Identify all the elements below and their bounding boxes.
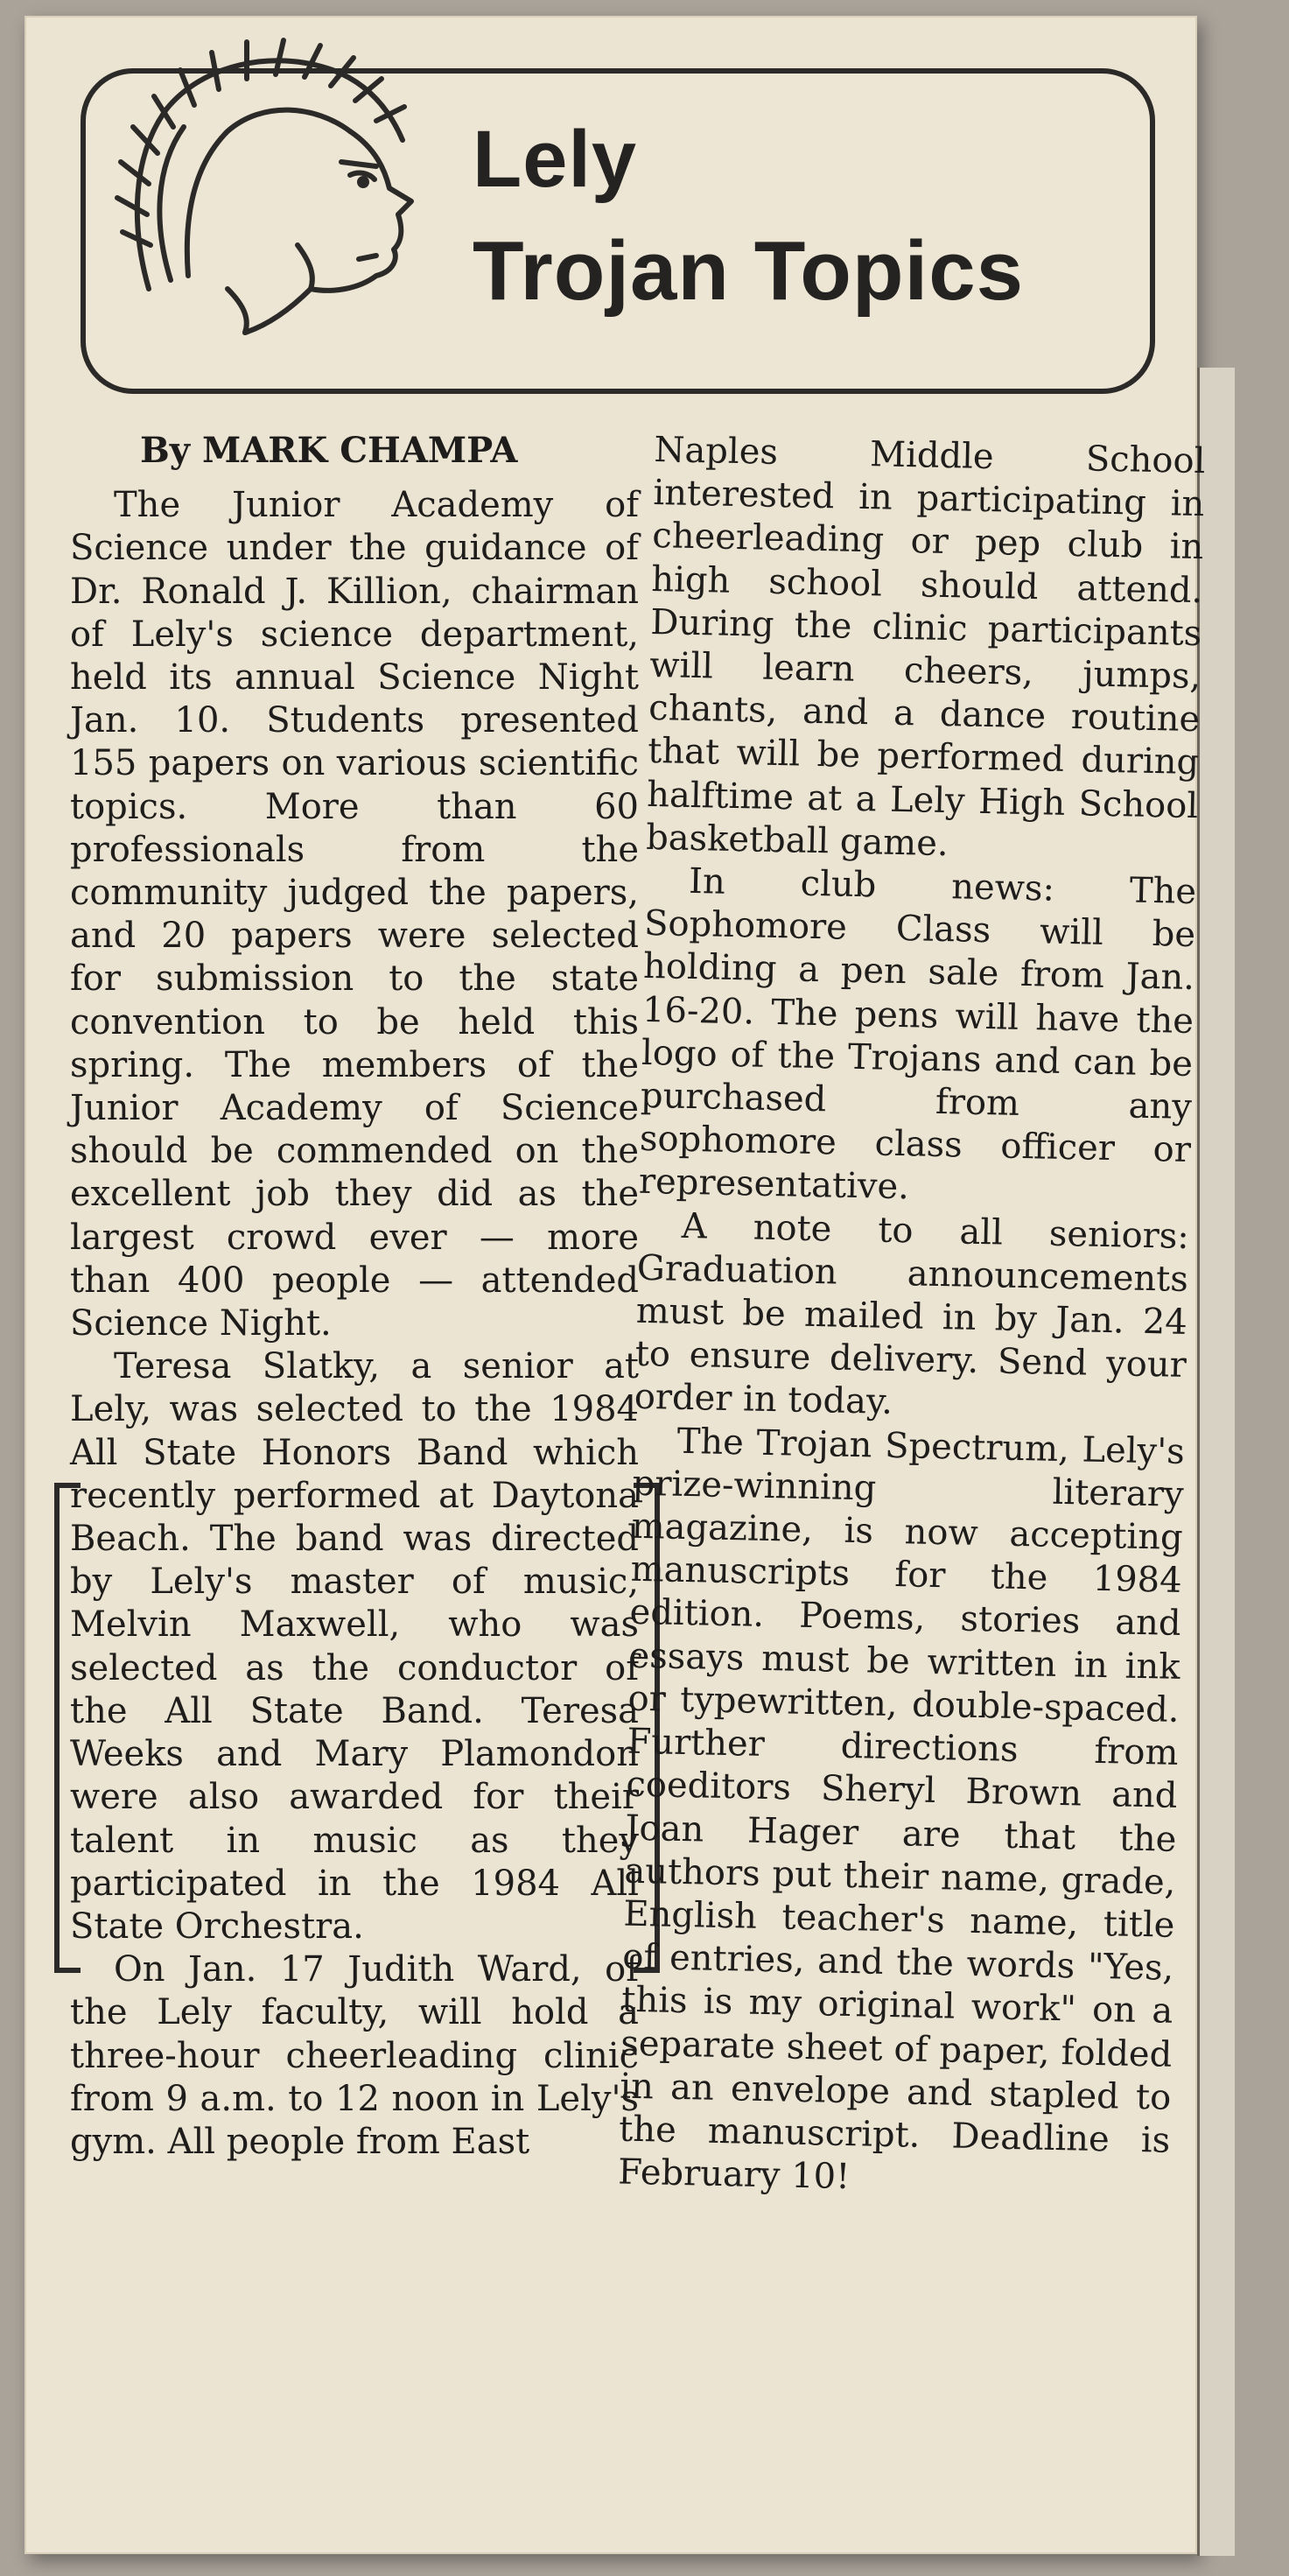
paragraph-graduation: A note to all seniors: Graduation announcements must be mailed in by Jan. 24 to ensure delivery. Send your order in today. bbox=[634, 1205, 1190, 1423]
paragraph-trojan-spectrum: The Trojan Spectrum, Lely's prize-winning literary magazine, is now accepting manuscripts for the 1984 edition. Poems, stories and essays must be written in ink or typewritten, double-spaced. Further directions from coeditors Sheryl Brown and Joan Hager are that the authors put their name, grade, English teacher's name, title of entries, and the words "Yes, this is my original work" on a separate sheet of paper, folded in an envelope and stapled to the manuscript. Deadline is February 10! bbox=[617, 1421, 1186, 2198]
paragraph-cheerleading-clinic: On Jan. 17 Judith Ward, of the Lely faculty, will hold a three-hour cheerleading clinic from 9 a.m. to 12 noon in Lely's gym. All people from East bbox=[70, 1949, 639, 2162]
byline: By MARK CHAMPA bbox=[140, 430, 518, 471]
trojan-helmet-head-icon bbox=[96, 26, 473, 350]
highlight-bracket bbox=[54, 1483, 660, 1973]
adjacent-clipping-edge bbox=[1197, 368, 1235, 2556]
article-column-right bbox=[618, 429, 1206, 2206]
paragraph-honors-band: Teresa Slatky, a senior at Lely, was selected to the 1984 All State Honors Band which recently performed at Daytona Beach. The band was directed by Lely's master of music, Melvin Maxwell, who was selected as the conductor of the All State Band. Teresa Weeks and Mary Plamondon were also awarded for their talent in music as they participated in the 1984 All State Orchestra. bbox=[70, 1346, 639, 1947]
paragraph-club-news: In club news: The Sophomore Class will be holding a pen sale from Jan. 16-20. The pens will have the logo of the Trojans and can be purchased from any sophomore class officer or representative. bbox=[638, 860, 1197, 1208]
paragraph-science-night: The Junior Academy of Science under the guidance of Dr. Ronald J. Killion, chairman of Lely's science department, held its annual Science Night Jan. 10. Students presented 155 papers on various scientific topics. More than 60 professionals from the community judged the papers, and 20 papers were selected for submission to the state convention to be held this spring. The members of the Junior Academy of Science should be commended on the excellent job they did as the largest crowd ever — more than 400 people — attended Science Night. bbox=[70, 485, 639, 1344]
masthead-title-lely: Lely bbox=[473, 115, 638, 204]
paragraph-clinic-continued: Naples Middle School interested in participating in cheerleading or pep club in high school should attend. During the clinic participants will learn cheers, jumps, chants, and a dance routine that will be performed during halftime at a Lely High School basketball game. bbox=[645, 429, 1206, 864]
masthead-title-trojan-topics: Trojan Topics bbox=[473, 224, 1024, 318]
